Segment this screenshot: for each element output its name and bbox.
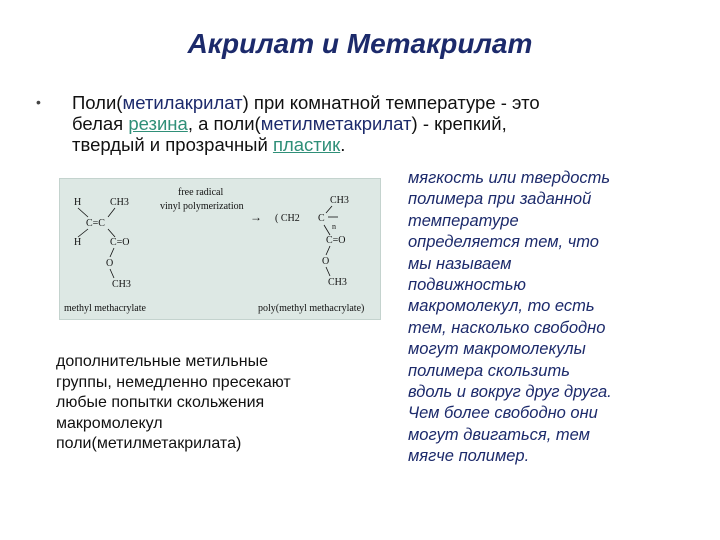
group-ch3-bottom-left: CH3 (112, 279, 131, 290)
group-ch3-top-left: CH3 (110, 197, 129, 208)
term-methylmethacrylate: метилметакрилат (260, 113, 412, 134)
bullet-text-span: ) - крепкий, (411, 113, 507, 134)
note-line: дополнительные метильные (56, 353, 268, 370)
caption-monomer: methyl methacrylate (64, 303, 146, 314)
side-line: макромолекул, то есть (408, 297, 595, 316)
bullet-text-span: белая (72, 113, 129, 134)
side-line: определяется тем, что (408, 233, 599, 252)
side-line: полимера при заданной (408, 190, 592, 209)
note-line: группы, немедленно пресекают (56, 373, 291, 391)
slide-title: Акрилат и Метакрилат (187, 28, 533, 59)
atom-h-bottom: H (74, 237, 82, 248)
side-line: температуре (408, 211, 519, 230)
atom-o-right: O (322, 256, 330, 267)
side-line: мы называем (408, 254, 512, 273)
bullet-line-2 (72, 113, 672, 134)
note-line: макромолекул (56, 414, 163, 432)
side-line: могут макромолекулы (408, 340, 586, 359)
reaction-scheme (60, 179, 380, 319)
group-c-eq-c: C=C (86, 218, 105, 229)
side-line: могут двигаться, тем (408, 425, 590, 444)
side-line: полимера скользить (408, 361, 570, 380)
bond-line (78, 208, 88, 217)
group-ch3-top-right: CH3 (330, 195, 349, 206)
bullet-text-span: . (340, 134, 346, 155)
group-ch3-bottom-right: CH3 (328, 277, 347, 288)
atom-h-top: H (74, 197, 82, 208)
atom-o-left: O (106, 258, 114, 269)
caption-polymer: poly(methyl methacrylate) (258, 303, 365, 314)
bullet-text-span: ) при комнатной температуре - это (242, 92, 540, 113)
term-methylacrylate: метилакрилат (122, 92, 243, 113)
bond-line (108, 208, 115, 217)
label-vinyl-polymerization: vinyl polymerization (160, 201, 244, 212)
label-free-radical: free radical (178, 187, 224, 198)
bullet-marker: • (36, 94, 41, 110)
atom-c-right: C (318, 213, 325, 224)
bond-line (108, 229, 115, 237)
side-line: подвижностью (408, 276, 526, 295)
side-line: мягкость или твердость (408, 169, 611, 187)
bullet-text-span: , а поли( (187, 113, 261, 134)
bullet-line-3 (72, 134, 672, 155)
bullet-text (72, 92, 672, 155)
bond-line (78, 229, 88, 237)
side-line: Чем более свободно они (408, 404, 598, 423)
bond-line (110, 269, 114, 278)
bond-line (326, 206, 332, 213)
reaction-arrow-icon: → (250, 210, 262, 224)
bond-line (324, 225, 330, 235)
link-rubber[interactable]: резина (128, 113, 188, 134)
side-line: вдоль и вокруг друг друга. (408, 383, 612, 402)
side-line: тем, насколько свободно (408, 318, 606, 337)
side-explanation (408, 168, 680, 468)
bullet-text-span: твердый и прозрачный (72, 134, 273, 155)
group-c-eq-o: C=O (110, 237, 130, 248)
polymerization-figure (59, 178, 381, 320)
bond-line (326, 246, 330, 255)
repeat-n: n (332, 222, 336, 231)
bond-line (110, 248, 114, 257)
link-plastic[interactable]: пластик (272, 134, 341, 155)
group-ch2: ( CH2 (275, 213, 300, 224)
bullet-line-1 (72, 92, 672, 113)
side-line: мягче полимер. (408, 447, 530, 466)
note-line: любые попытки скольжения (56, 394, 265, 411)
bond-line (326, 267, 330, 276)
note-text (56, 352, 356, 455)
group-c-eq-o-right: C=O (326, 235, 346, 246)
note-line: поли(метилметакрилата) (56, 435, 242, 452)
bullet-text-span: Поли( (72, 92, 123, 113)
